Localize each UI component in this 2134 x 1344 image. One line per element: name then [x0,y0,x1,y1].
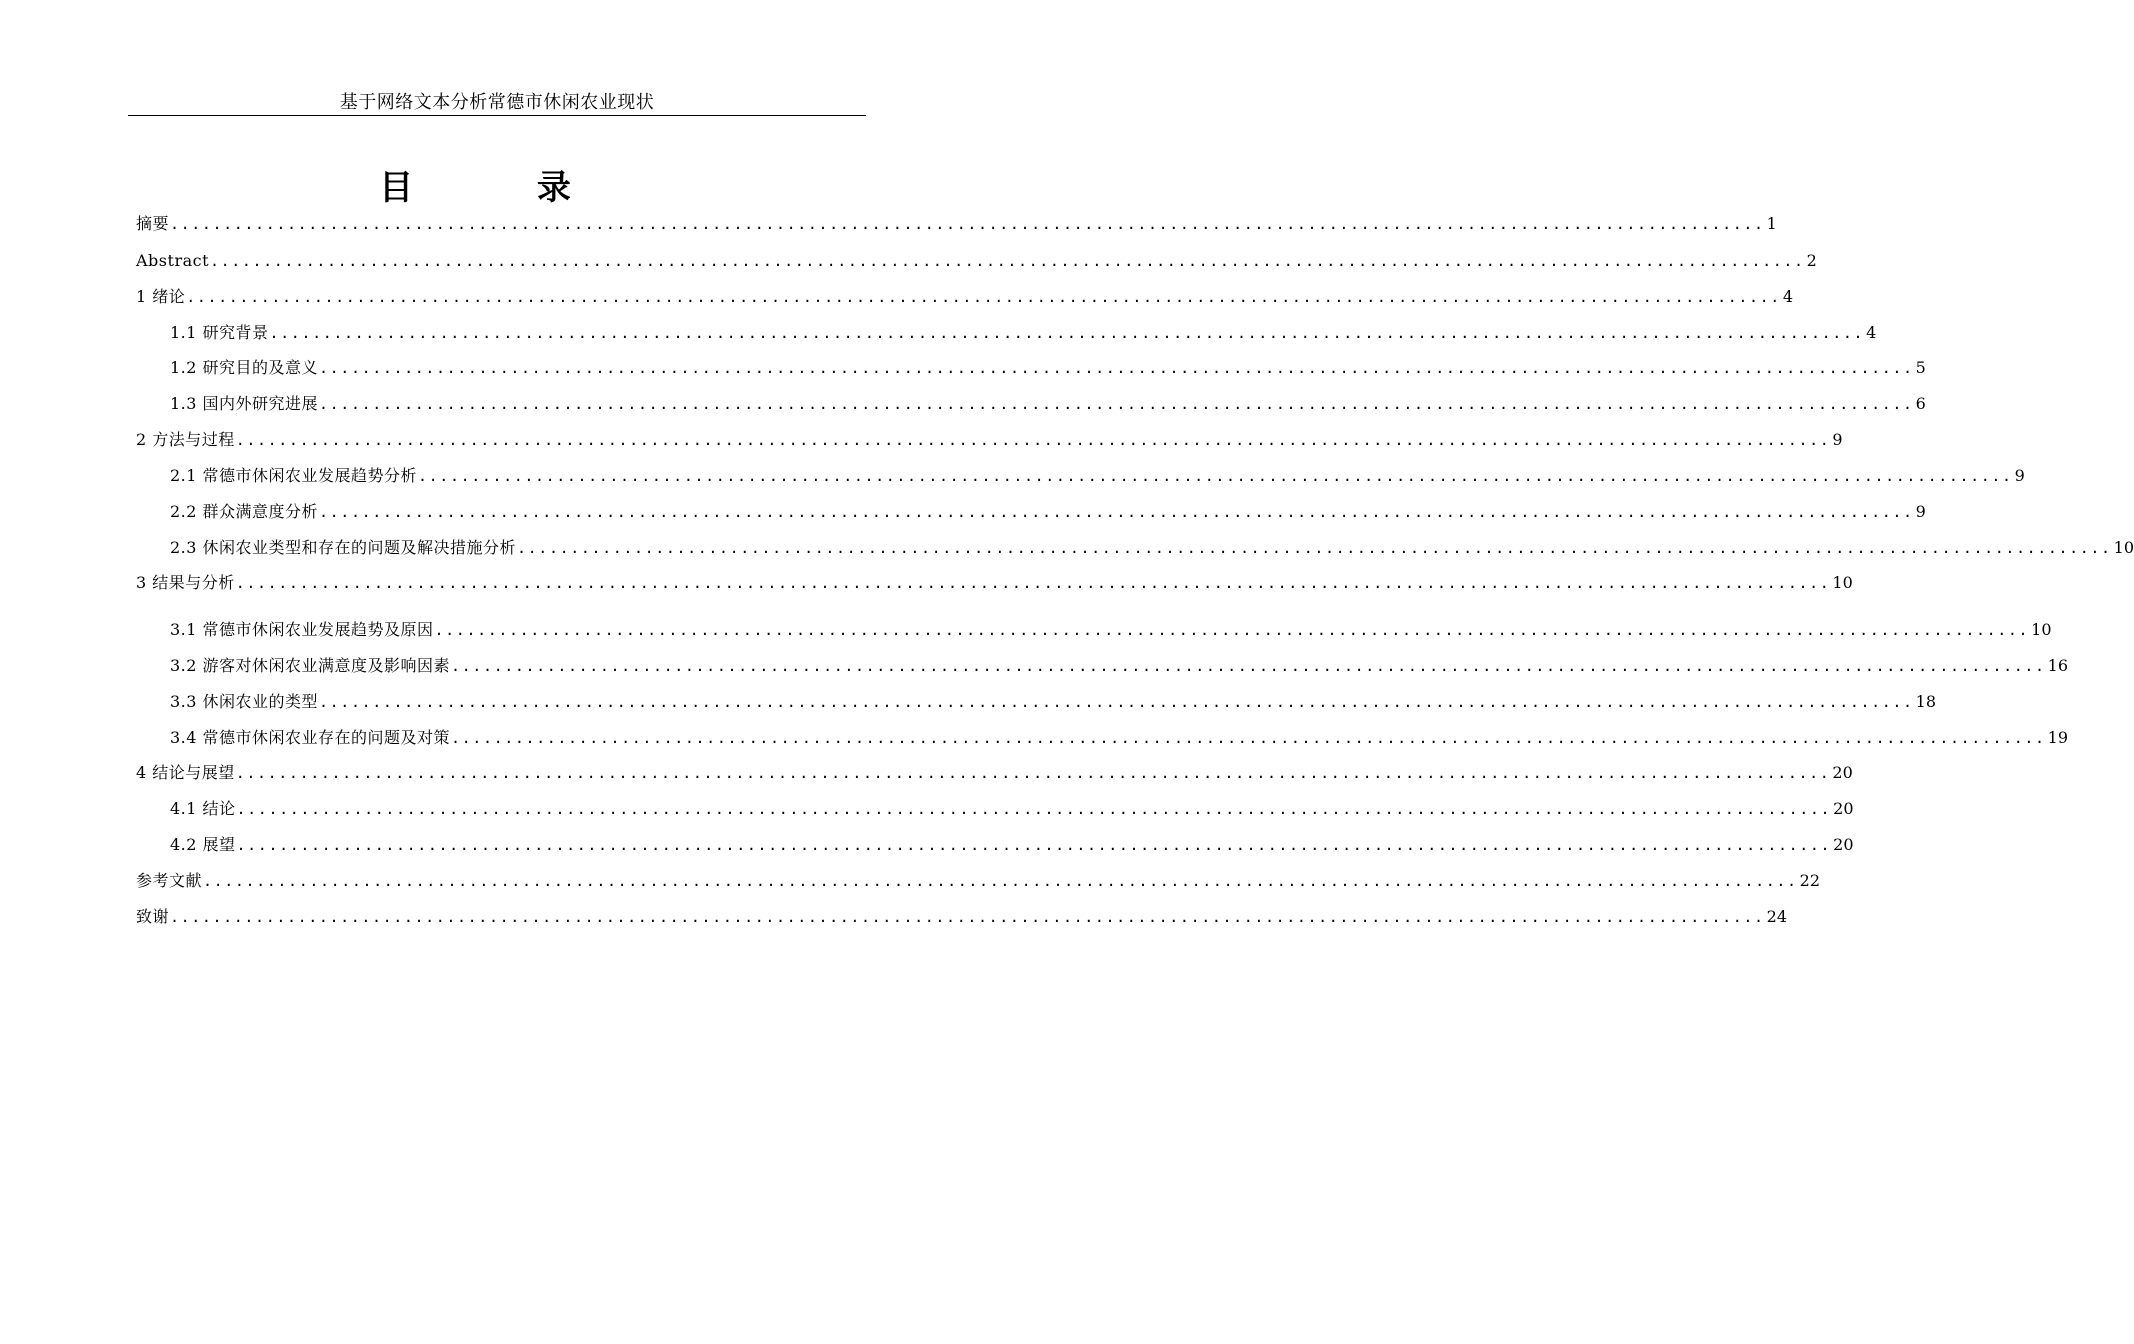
toc-page-number: 19 [2047,728,2069,747]
toc-page-number: 1 [1766,214,1777,233]
toc-entry-label: 2.3 休闲农业类型和存在的问题及解决措施分析 [170,538,517,557]
toc-entry-references[interactable] [136,869,1820,893]
toc-entry-label: 2.1 常德市休闲农业发展趋势分析 [170,466,418,485]
toc-dot-leader: ...................................................................................................................................................... [236,836,1832,854]
toc-dot-leader: ...................................................................................................................................................... [210,252,1805,270]
toc-page-number: 20 [1832,763,1853,782]
toc-page-number: 10 [1832,573,1853,592]
toc-entry-section-3-4[interactable] [170,726,2069,750]
toc-entry-chapter-1[interactable] [136,285,1794,309]
toc-entry-chapter-2[interactable] [136,428,1843,452]
toc-dot-leader: ...................................................................................................................................................... [319,359,1914,377]
toc-entry-label: 参考文献 [136,871,203,890]
toc-entry-section-4-1[interactable] [170,797,1854,821]
toc-entry-section-1-1[interactable] [170,321,1877,345]
toc-title: 目 录 [379,168,627,208]
running-header: 基于网络文本分析常德市休闲农业现状 [339,92,655,113]
toc-dot-leader: ...................................................................................................................................................... [319,693,1914,711]
toc-page-number: 18 [1915,692,1937,711]
toc-page-number: 20 [1833,835,1854,854]
toc-entry-label: 致谢 [136,907,170,926]
toc-entry-label: 1.2 研究目的及意义 [170,358,319,377]
toc-page-number: 9 [1832,430,1843,449]
toc-entry-label: 1.3 国内外研究进展 [170,394,319,413]
toc-page-number: 2 [1806,251,1817,270]
toc-entry-label: 3.2 游客对休闲农业满意度及影响因素 [170,656,451,675]
toc-dot-leader: ...................................................................................................................................................... [235,431,1831,449]
toc-page-number: 4 [1782,287,1794,306]
toc-dot-leader: ...................................................................................................................................................... [451,657,2046,675]
toc-page-number: 9 [2014,466,2025,485]
toc-page-number: 9 [1915,502,1926,521]
toc-entry-label: 2.2 群众满意度分析 [170,502,319,521]
toc-entry-abstract-en[interactable] [136,249,1817,273]
toc-page-number: 24 [1766,907,1787,926]
toc-entry-section-2-1[interactable] [170,464,2025,488]
toc-entry-chapter-4[interactable] [136,761,1853,785]
toc-entry-chapter-3[interactable] [136,571,1853,595]
toc-dot-leader: ...................................................................................................................................................... [203,872,1798,890]
toc-page-number: 10 [2113,538,2134,557]
toc-entry-label: 3 结果与分析 [136,573,235,592]
toc-entry-label: 1 绪论 [136,287,186,306]
toc-dot-leader: ...................................................................................................................................................... [319,395,1914,413]
toc-dot-leader: ...................................................................................................................................................... [186,288,1781,306]
toc-entry-section-4-2[interactable] [170,833,1854,857]
toc-entry-label: 4 结论与展望 [136,763,235,782]
toc-page-number: 16 [2047,656,2069,675]
toc-dot-leader: ...................................................................................................................................................... [269,324,1865,342]
toc-entry-label: 3.1 常德市休闲农业发展趋势及原因 [170,620,434,639]
toc-dot-leader: ...................................................................................................................................................... [517,539,2112,557]
toc-dot-leader: ...................................................................................................................................................... [235,574,1831,592]
toc-entry-section-2-3[interactable] [170,536,2134,560]
toc-entry-label: Abstract [136,251,210,270]
toc-dot-leader: ...................................................................................................................................................... [235,764,1831,782]
toc-page-number: 4 [1866,323,1877,342]
toc-entry-label: 1.1 研究背景 [170,323,269,342]
toc-page-number: 20 [1833,799,1854,818]
toc-page-number: 22 [1799,871,1820,890]
toc-dot-leader: ...................................................................................................................................................... [319,503,1914,521]
toc-entry-section-1-3[interactable] [170,392,1926,416]
toc-dot-leader: ...................................................................................................................................................... [170,908,1765,926]
toc-dot-leader: ...................................................................................................................................................... [434,621,2030,639]
toc-entry-section-3-3[interactable] [170,690,1937,714]
toc-entry-acknowledgements[interactable] [136,905,1787,929]
toc-dot-leader: ...................................................................................................................................................... [170,215,1765,233]
toc-entry-section-3-2[interactable] [170,654,2069,678]
toc-dot-leader: ...................................................................................................................................................... [418,467,2013,485]
toc-entry-label: 3.3 休闲农业的类型 [170,692,319,711]
toc-entry-label: 4.1 结论 [170,799,236,818]
toc-page-number: 5 [1915,358,1926,377]
toc-page-number: 10 [2031,620,2052,639]
toc-entry-label: 4.2 展望 [170,835,236,854]
toc-entry-section-2-2[interactable] [170,500,1926,524]
toc-page-number: 6 [1915,394,1926,413]
toc-entry-label: 3.4 常德市休闲农业存在的问题及对策 [170,728,451,747]
toc-entry-section-3-1[interactable] [170,618,2052,642]
toc-entry-label: 2 方法与过程 [136,430,235,449]
toc-entry-abstract-cn[interactable] [136,212,1777,236]
toc-entry-label: 摘要 [136,214,170,233]
toc-entry-section-1-2[interactable] [170,356,1926,380]
toc-dot-leader: ...................................................................................................................................................... [236,800,1832,818]
toc-dot-leader: ...................................................................................................................................................... [451,729,2046,747]
